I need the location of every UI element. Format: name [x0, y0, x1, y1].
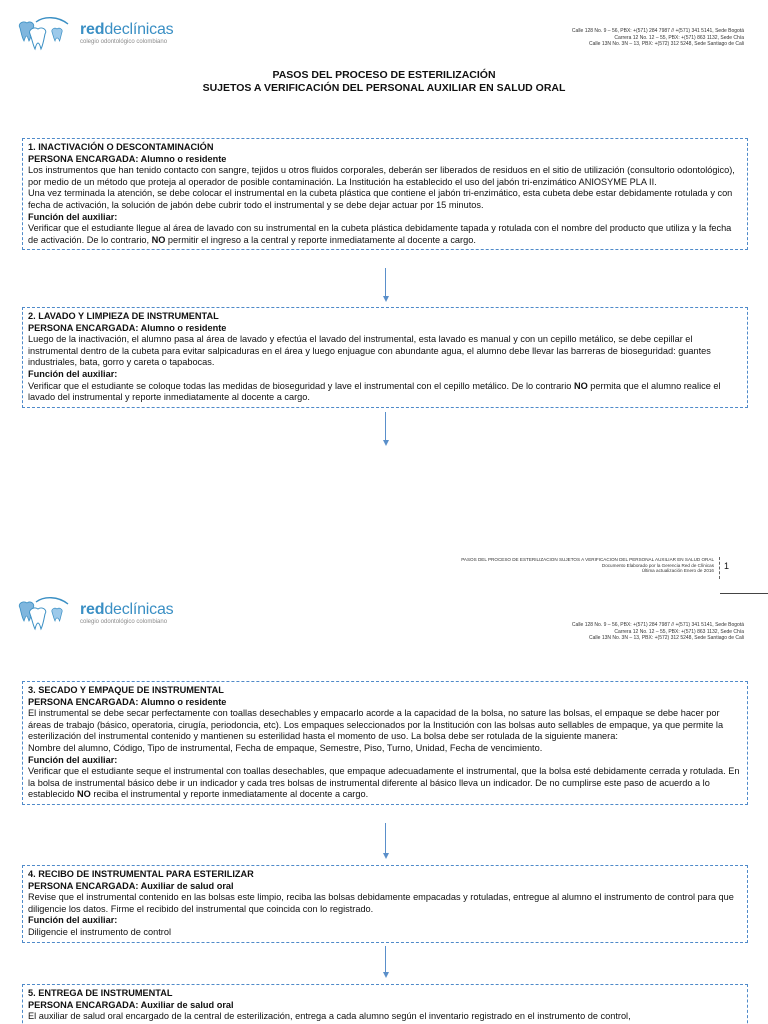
address-block	[572, 28, 744, 48]
brand-name: reddeclínicas	[80, 601, 174, 618]
step-responsible: PERSONA ENCARGADA: Auxiliar de salud oral	[28, 880, 234, 891]
step-body: Una vez terminada la atención, se debe colocar el instrumental en la cubeta plástica que contiene el jabón tri-enzimático, esta cubeta debe estar debidamente rotulada y con fecha de activación, la solución de jabón debe cubrir todo el instrumental y se debe dejar actuar por 15 minutos.	[28, 188, 733, 210]
step-3-box	[22, 681, 748, 805]
step-body: Los instrumentos que han tenido contacto con sangre, tejidos u otros fluidos corporales, deberán ser liberados de residuos en el sitio de utilización (consultorio odontológico), por medio de un método que proteja al operador de posible contaminación. La Institución ha establecido el uso del jabón tri-enzimático ANIOSYME PLA II.	[28, 165, 735, 187]
step-body: Revise que el instrumental contenido en las bolsas este limpio, reciba las bolsas debidamente empacadas y rotuladas, entregue al alumno el instrumento de control para que diligencie los datos. Firme el recibido del instrumental que coincida con lo registrado.	[28, 892, 734, 914]
tooth-logo-icon	[14, 594, 76, 632]
flow-arrow	[383, 268, 389, 302]
step-body: Luego de la inactivación, el alumno pasa al área de lavado y efectúa el lavado del instrumental, esta lavado es manual y con un cepillo metálico, se debe cepillar el instrumental dentro de la cubeta para evitar salpicaduras en el área y luego enjuague con abundante agua, el alumno debe llevar las barreras de bioseguridad: guantes industriales, bata, gorro y careta o tapabocas.	[28, 334, 711, 368]
step-responsible: PERSONA ENCARGADA: Alumno o residente	[28, 322, 227, 333]
page-2	[0, 580, 768, 1024]
aux-function-label: Función del auxiliar:	[28, 915, 118, 926]
brand-name: reddeclínicas	[80, 21, 174, 38]
aux-function-label: Función del auxiliar:	[28, 211, 118, 222]
title-line-1: PASOS DEL PROCESO DE ESTERILIZACIÓN	[272, 69, 496, 81]
address-line: Carrera 12 No. 12 – 55, PBX: +(571) 863 1132, Sede Chía	[614, 34, 744, 41]
aux-function-label: Función del auxiliar:	[28, 754, 118, 765]
step-body: El instrumental se debe secar perfectamente con toallas desechables y empacarlo acorde a la capacidad de la bolsa, no sature las bolsas, el empaque se debe hacer por áreas de trabajo (básico, operatoria, cirugía, periodoncia, etc). Los empaques seleccionados por la Institución con las bolsas auto sellables de empaque, ya que permite la esterilización del instrumental contenido y mantienen su esterilidad hasta el momento de uso. La bolsa debe ser rotulada de la siguiente manera:	[28, 708, 724, 742]
step-responsible: PERSONA ENCARGADA: Alumno o residente	[28, 153, 227, 164]
step-5-box	[22, 984, 748, 1024]
footer-line: Última actualización Enero de 2016	[641, 568, 714, 574]
step-heading: 3. SECADO Y EMPAQUE DE INSTRUMENTAL	[28, 685, 224, 695]
title-line-2: SUJETOS A VERIFICACIÓN DEL PERSONAL AUXILIAR EN SALUD ORAL	[202, 82, 566, 94]
logo	[14, 594, 173, 632]
step-4-box	[22, 865, 748, 943]
footer-line: Documento Elaborado por la Gerencia Red de Clínicas	[601, 562, 714, 568]
flow-arrow	[383, 946, 389, 978]
step-heading: 2. LAVADO Y LIMPIEZA DE INSTRUMENTAL	[28, 311, 219, 321]
logo	[14, 14, 173, 52]
brand-tagline: colegio odontológico colombiano	[80, 39, 168, 45]
step-body: El auxiliar de salud oral encargado de la central de esterilización, entrega a cada alumno según el inventario registrado en el instrumento de control,	[28, 1011, 631, 1022]
step-heading: 5. ENTREGA DE INSTRUMENTAL	[28, 988, 173, 998]
flow-arrow	[383, 823, 389, 859]
tooth-logo-icon	[14, 14, 76, 52]
aux-function-label: Función del auxiliar:	[28, 368, 118, 379]
step-responsible: PERSONA ENCARGADA: Auxiliar de salud oral	[28, 999, 234, 1010]
step-heading: 1. INACTIVACIÓN O DESCONTAMINACIÓN	[28, 142, 214, 152]
flow-arrow	[383, 412, 389, 446]
step-heading: 4. RECIBO DE INSTRUMENTAL PARA ESTERILIZAR	[28, 869, 254, 879]
address-line: Carrera 12 No. 12 – 55, PBX: +(571) 863 1132, Sede Chía	[614, 628, 744, 635]
address-line: Calle 128 No. 9 – 56, PBX: +(571) 284 7987 // +(571) 341 5141, Sede Bogotá	[571, 28, 744, 34]
page-number: 1	[724, 561, 730, 571]
address-line: Calle 128 No. 9 – 56, PBX: +(571) 284 7987 // +(571) 341 5141, Sede Bogotá	[571, 622, 744, 628]
step-1-box	[22, 138, 748, 250]
aux-function-text: Verificar que el estudiante llegue al área de lavado con su instrumental en la cubeta plástica debidamente tapada y rotulada con el nombre del producto que utiliza y la fecha de activación. De lo contrario, NO permitir el ingreso a la central y reporte inmediatamente al docente a cargo.	[28, 223, 732, 245]
brand-tagline: colegio odontológico colombiano	[80, 619, 168, 625]
step-body: Nombre del alumno, Código, Tipo de instrumental, Fecha de empaque, Semestre, Piso, Turno, Unidad, Fecha de vencimiento.	[28, 742, 543, 753]
address-line: Calle 13N No. 3N – 13, PBX: +(572) 312 5248, Sede Santiago de Cali	[589, 41, 744, 48]
document-title	[0, 69, 768, 95]
aux-function-text: Verificar que el estudiante se coloque todas las medidas de bioseguridad y lave el instrumental con el cepillo metálico. De lo contrario NO permita que el alumno realice el lavado del instrumental y reporte inmediatamente al docente a cargo.	[28, 380, 721, 403]
step-2-box	[22, 307, 748, 408]
aux-function-text: Diligencie el instrumento de control	[28, 926, 171, 937]
footer-line: PASOS DEL PROCESO DE ESTERILIZACION SUJETOS A VERIFICACION DEL PERSONAL AUXILIAR EN SALUD ORAL	[461, 557, 714, 562]
address-line: Calle 13N No. 3N – 13, PBX: +(572) 312 5248, Sede Santiago de Cali	[589, 635, 744, 642]
footer-divider	[719, 557, 720, 579]
step-responsible: PERSONA ENCARGADA: Alumno o residente	[28, 696, 227, 707]
page-footer	[461, 557, 714, 574]
aux-function-text: Verificar que el estudiante seque el instrumental con toallas desechables, que empaque adecuadamente el instrumental, que la bolsa esté debidamente cerrada y rotulada. En la bolsa de instrumental básico debe ir un indicador y cada tres bolsas de instrumental diferente al básico lleva un indicador. De no cumplirse este paso de acuerdo a lo establecido NO reciba el instrumental y reporte inmediatamente al docente a cargo.	[28, 766, 740, 800]
address-block	[572, 622, 744, 642]
